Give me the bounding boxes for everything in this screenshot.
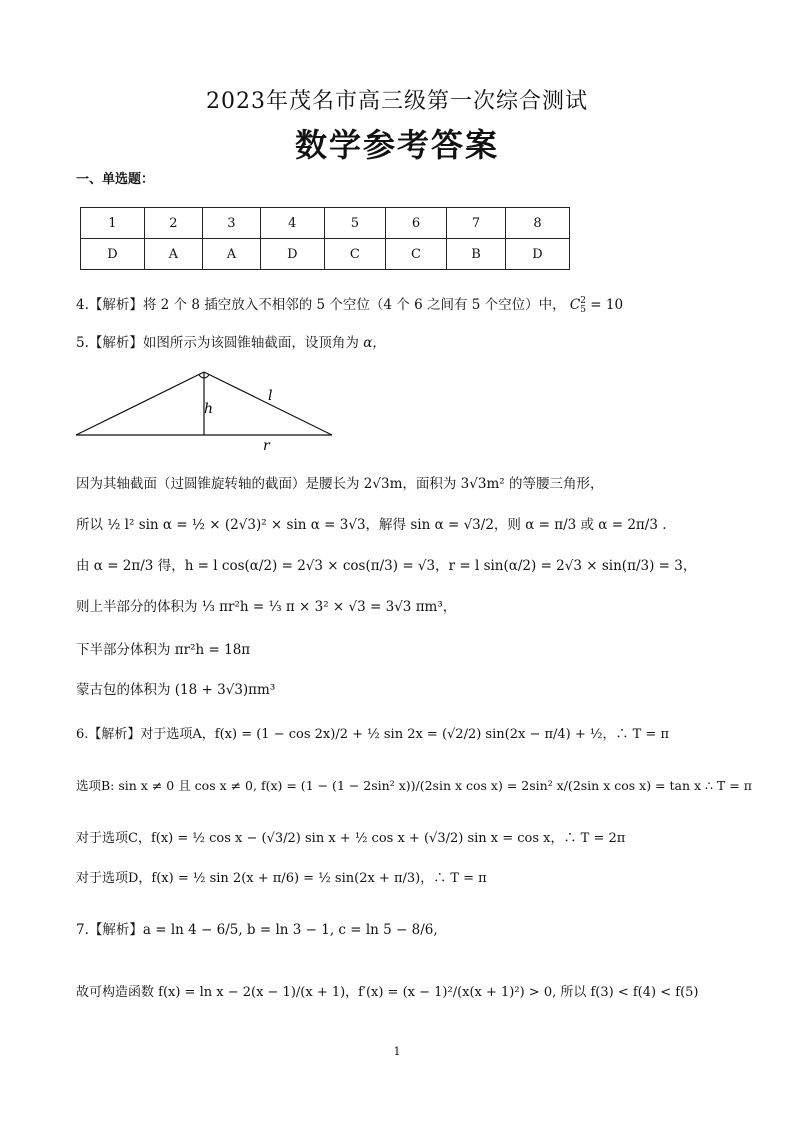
q4-sub: 5	[580, 304, 586, 315]
table-cell: A	[202, 239, 260, 270]
q5-line5: 下半部分体积为 πr²h = 18π	[76, 642, 251, 658]
q6-option-d: 对于选项D，f(x) = ½ sin 2(x + π/6) = ½ sin(2x + π/3)，∴ T = π	[76, 871, 487, 886]
q4-sup: 2	[580, 295, 586, 306]
table-cell: 6	[385, 208, 446, 239]
q5-line4: 则上半部分的体积为 ⅓ πr²h = ⅓ π × 3² × √3 = 3√3 πm³，	[76, 599, 457, 615]
table-cell: 7	[447, 208, 506, 239]
table-cell: C	[385, 239, 446, 270]
table-cell: D	[506, 239, 570, 270]
table-cell: C	[324, 239, 385, 270]
q5-intro	[76, 333, 386, 353]
table-cell: 8	[506, 208, 570, 239]
table-cell: 5	[324, 208, 385, 239]
slant-label: l	[268, 388, 273, 404]
q5-line6: 蒙古包的体积为 (18 + 3√3)πm³	[76, 682, 276, 698]
q4-formula: = 10	[590, 297, 624, 313]
page-number: 1	[393, 1045, 401, 1058]
q7-line2: 故可构造函数 f(x) = ln x − 2(x − 1)/(x + 1)，f′(x) = (x − 1)²/(x(x + 1)²) > 0, 所以 f(3) < f(4) < f(5)	[76, 985, 699, 1000]
page-title: 2023年茂名市高三级第一次综合测试	[206, 89, 588, 114]
q4-text: 4.【解析】将 2 个 8 插空放入不相邻的 5 个空位（4 个 6 之间有 5 个空位）中，	[76, 297, 566, 313]
q4-combination-symbol: C	[569, 297, 581, 313]
table-cell: 4	[260, 208, 324, 239]
section-heading: 一、单选题：	[76, 172, 155, 187]
table-cell: 3	[202, 208, 260, 239]
answer-table-number-row	[81, 208, 570, 239]
q5-line3: 由 α = 2π/3 得，h = l cos(α/2) = 2√3 × cos(π/3) = √3，r = l sin(α/2) = 2√3 × sin(π/3) = 3，	[76, 558, 697, 574]
cone-cross-section-figure	[70, 365, 340, 460]
answer-table-answer-row	[81, 239, 570, 270]
table-cell: B	[447, 239, 506, 270]
q5-alpha: α，	[363, 335, 386, 351]
q5-line1: 因为其轴截面（过圆锥旋转轴的截面）是腰长为 2√3m，面积为 3√3m² 的等腰三角形，	[76, 476, 604, 492]
table-cell: D	[81, 239, 145, 270]
answer-table	[80, 207, 570, 270]
q6-option-b: 选项B: sin x ≠ 0 且 cos x ≠ 0, f(x) = (1 − (1 − 2sin² x))/(2sin x cos x) = 2sin² x/(2sin x cos x) = tan x ∴ T = π	[76, 778, 752, 793]
height-label: h	[204, 401, 214, 417]
q5-intro-text: 5.【解析】如图所示为该圆锥轴截面，设顶角为	[76, 335, 359, 351]
page-subtitle: 数学参考答案	[294, 126, 499, 164]
radius-label: r	[263, 438, 270, 454]
q6-option-a: 6.【解析】对于选项A，f(x) = (1 − cos 2x)/2 + ½ sin 2x = (√2/2) sin(2x − π/4) + ½，∴ T = π	[76, 727, 669, 742]
q5-line2: 所以 ½ l² sin α = ½ × (2√3)² × sin α = 3√3，解得 sin α = √3/2，则 α = π/3 或 α = 2π/3 .	[76, 517, 667, 533]
q4-solution	[76, 295, 623, 315]
table-cell: 1	[81, 208, 145, 239]
table-cell: A	[144, 239, 202, 270]
table-cell: 2	[144, 208, 202, 239]
q6-option-c: 对于选项C，f(x) = ½ cos x − (√3/2) sin x + ½ cos x + (√3/2) sin x = cos x，∴ T = 2π	[76, 831, 626, 846]
table-cell: D	[260, 239, 324, 270]
q7-line1: 7.【解析】a = ln 4 − 6/5, b = ln 3 − 1, c = ln 5 − 8/6,	[76, 922, 438, 938]
triangle-left-side	[76, 372, 204, 435]
